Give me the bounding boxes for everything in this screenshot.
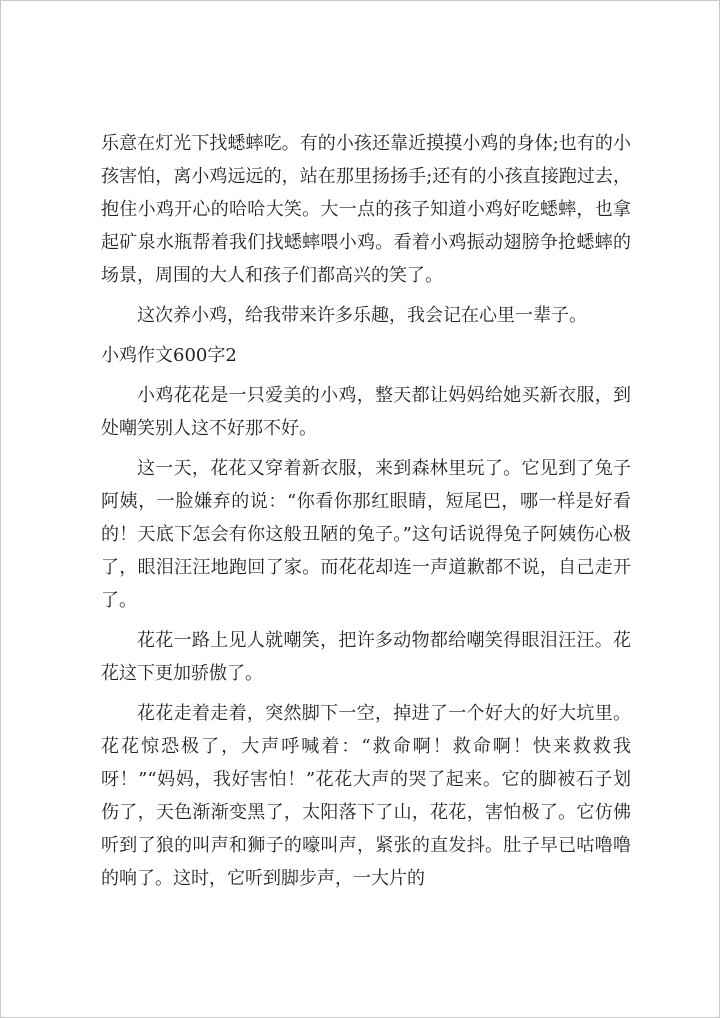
document-body bbox=[101, 127, 631, 902]
paragraph-conclusion: 这次养小鸡，给我带来许多乐趣，我会记在心里一辈子。 bbox=[137, 305, 587, 326]
paragraph-continued: 乐意在灯光下找蟋蟀吃。有的小孩还靠近摸摸小鸡的身体;也有的小孩害怕，离小鸡远远的，站在那里扬扬手;还有的小孩直接跑过去，抱住小鸡开心的哈哈大笑。大一点的孩子知道小鸡好吃蟋蟀，也拿起矿泉水瓶帮着我们找蟋蟀喂小鸡。看着小鸡振动翅膀争抢蟋蟀的场景，周围的大人和孩子们都高兴的笑了。 bbox=[101, 133, 631, 286]
section-heading: 小鸡作文600字2 bbox=[101, 345, 237, 366]
paragraph-mocking: 花花一路上见人就嘲笑，把许多动物都给嘲笑得眼泪汪汪。花花这下更加骄傲了。 bbox=[101, 630, 631, 684]
paragraph-intro: 小鸡花花是一只爱美的小鸡，整天都让妈妈给她买新衣服，到处嘲笑别人这不好那不好。 bbox=[101, 385, 631, 439]
paragraph-pit: 花花走着走着，突然脚下一空，掉进了一个好大的好大坑里。花花惊恐极了，大声呼喊着：“救命啊！救命啊！快来救救我呀！”“妈妈，我好害怕！”花花大声的哭了起来。它的脚被石子划伤了，天色渐渐变黑了，太阳落下了山，花花，害怕极了。它仿佛听到了狼的叫声和狮子的嚎叫声，紧张的直发抖。肚子早已咕噜噜的响了。这时，它听到脚步声，一大片的 bbox=[101, 703, 631, 889]
paragraph-rabbit: 这一天，花花又穿着新衣服，来到森林里玩了。它见到了兔子阿姨，一脸嫌弃的说：“你看你那红眼睛，短尾巴，哪一样是好看的！天底下怎会有你这般丑陋的兔子。”这句话说得兔子阿姨伤心极了，眼泪汪汪地跑回了家。而花花却连一声道歉都不说，自己走开了。 bbox=[101, 458, 631, 611]
